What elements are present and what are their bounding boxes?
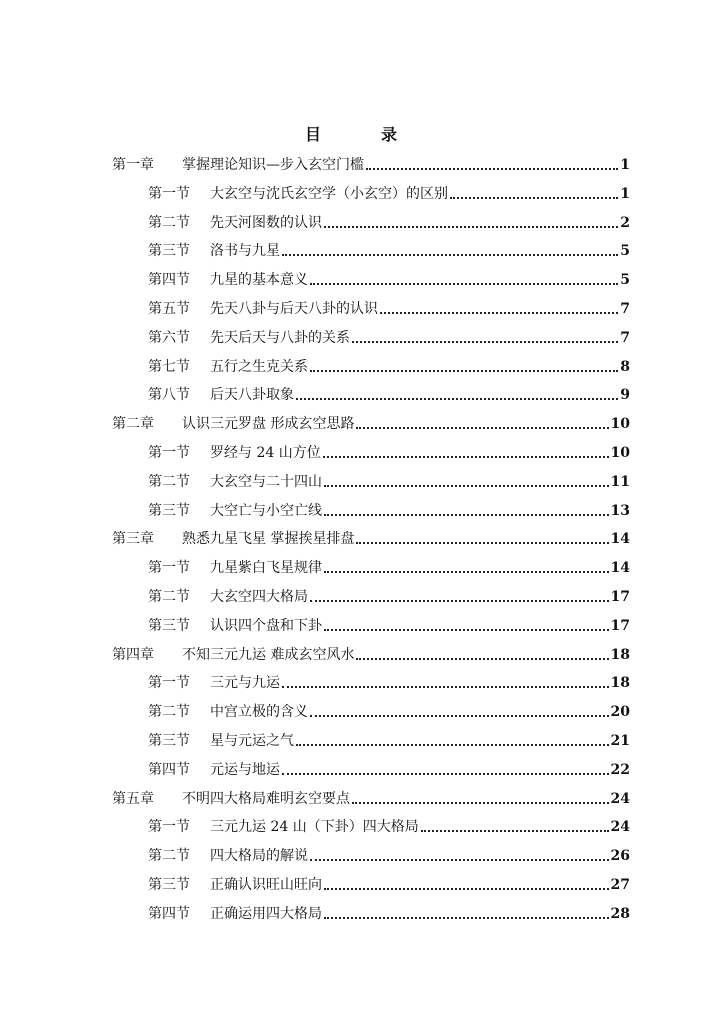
entry-title: 不明四大格局难明玄空要点 — [182, 790, 350, 807]
entry-title: 不知三元九运 难成玄空风水 — [182, 646, 355, 663]
toc-section-entry[interactable] — [148, 693, 630, 721]
entry-page-number: 18 — [610, 675, 630, 692]
entry-page-number: 28 — [610, 905, 630, 922]
dot-leader — [282, 253, 618, 256]
entry-page-number: 13 — [610, 502, 630, 519]
entry-title: 九星的基本意义 — [210, 272, 308, 289]
entry-title: 三元与九运 — [210, 675, 280, 692]
toc-section-entry[interactable] — [148, 261, 630, 289]
dot-leader — [450, 196, 618, 199]
entry-page-number: 5 — [620, 243, 630, 260]
dot-leader — [324, 628, 609, 631]
dot-leader — [282, 772, 609, 775]
toc-section-entry[interactable] — [148, 232, 630, 260]
entry-label: 第二节 — [148, 589, 190, 605]
toc-section-entry[interactable] — [148, 549, 630, 577]
toc-section-entry[interactable] — [148, 895, 630, 923]
entry-title: 三元九运 24 山（下卦）四大格局 — [210, 819, 419, 836]
toc-chapter-entry[interactable] — [112, 636, 630, 664]
entry-page-number: 26 — [610, 848, 630, 865]
entry-title: 星与元运之气 — [210, 733, 294, 749]
entry-page-number: 1 — [620, 185, 630, 202]
entry-title: 大玄空四大格局 — [210, 589, 308, 605]
entry-label: 第二章 — [112, 416, 154, 433]
entry-label: 第一节 — [148, 185, 190, 202]
entry-page-number: 10 — [610, 416, 630, 433]
entry-label: 第二节 — [148, 848, 190, 865]
entry-label: 第二节 — [148, 704, 190, 721]
entry-page-number: 10 — [610, 445, 630, 461]
entry-label: 第三节 — [148, 877, 190, 893]
entry-title: 正确运用四大格局 — [210, 905, 322, 922]
entry-title: 熟悉九星飞星 掌握挨星排盘 — [182, 531, 355, 548]
dot-leader — [324, 513, 609, 516]
entry-title: 大玄空与沈氏玄空学（小玄空）的区别 — [210, 185, 448, 202]
entry-page-number: 22 — [610, 761, 630, 778]
entry-label: 第三章 — [112, 531, 154, 548]
dot-leader — [310, 599, 609, 602]
toc-section-entry[interactable] — [148, 290, 630, 318]
entry-label: 第四节 — [148, 272, 190, 289]
entry-title: 五行之生克关系 — [210, 358, 308, 375]
dot-leader — [310, 369, 618, 372]
entry-label: 第四章 — [112, 646, 154, 663]
toc-section-entry[interactable] — [148, 808, 630, 836]
dot-leader — [323, 455, 609, 458]
dot-leader — [310, 282, 618, 285]
entry-label: 第一节 — [148, 445, 190, 461]
entry-label: 第五章 — [112, 790, 154, 807]
toc-title: 目 录 — [304, 125, 419, 144]
dot-leader — [356, 426, 608, 429]
dot-leader — [310, 858, 609, 861]
entry-label: 第一节 — [148, 560, 190, 577]
entry-page-number: 7 — [620, 301, 630, 317]
entry-label: 第六节 — [148, 329, 190, 346]
entry-label: 第四节 — [148, 905, 190, 922]
dot-leader — [352, 340, 618, 343]
toc-section-entry[interactable] — [148, 175, 630, 203]
dot-leader — [296, 743, 609, 746]
entry-page-number: 9 — [620, 387, 630, 404]
entry-title: 元运与地运 — [210, 761, 280, 778]
entry-title: 先天河图数的认识 — [210, 214, 322, 231]
entry-label: 第四节 — [148, 761, 190, 778]
entry-label: 第五节 — [148, 301, 190, 317]
dot-leader — [324, 484, 609, 487]
toc-section-entry[interactable] — [148, 376, 630, 404]
entry-title: 大玄空与二十四山 — [210, 473, 322, 490]
entry-title: 先天后天与八卦的关系 — [210, 329, 350, 346]
entry-page-number: 17 — [610, 617, 630, 634]
entry-label: 第一节 — [148, 675, 190, 692]
toc-section-entry[interactable] — [148, 722, 630, 750]
entry-page-number: 18 — [610, 646, 630, 663]
entry-label: 第一节 — [148, 819, 190, 836]
entry-label: 第三节 — [148, 733, 190, 749]
toc-section-entry[interactable] — [148, 463, 630, 491]
entry-page-number: 27 — [610, 877, 630, 893]
dot-leader — [310, 714, 609, 717]
toc-chapter-entry[interactable] — [112, 780, 630, 808]
entry-label: 第八节 — [148, 387, 190, 404]
entry-page-number: 5 — [620, 272, 630, 289]
entry-page-number: 14 — [610, 560, 630, 577]
entry-page-number: 17 — [610, 589, 630, 605]
entry-page-number: 14 — [610, 531, 630, 548]
toc-section-entry[interactable] — [148, 866, 630, 894]
entry-page-number: 1 — [620, 157, 630, 173]
entry-title: 罗经与 24 山方位 — [210, 445, 321, 461]
entry-title: 后天八卦取象 — [210, 387, 294, 404]
toc-section-entry[interactable] — [148, 837, 630, 865]
entry-title: 九星紫白飞星规律 — [210, 560, 322, 577]
entry-title: 中宫立极的含义 — [210, 704, 308, 721]
dot-leader — [366, 167, 618, 170]
entry-title: 认识三元罗盘 形成玄空思路 — [182, 416, 355, 433]
toc-section-entry[interactable] — [148, 607, 630, 635]
entry-title: 大空亡与小空亡线 — [210, 502, 322, 519]
toc-section-entry[interactable] — [148, 751, 630, 779]
entry-title: 正确认识旺山旺向 — [210, 877, 322, 893]
dot-leader — [324, 225, 618, 228]
toc-section-entry[interactable] — [148, 319, 630, 347]
entry-label: 第三节 — [148, 243, 190, 260]
entry-title: 认识四个盘和下卦 — [210, 617, 322, 634]
dot-leader — [356, 541, 608, 544]
entry-page-number: 11 — [610, 473, 630, 490]
entry-label: 第七节 — [148, 358, 190, 375]
dot-leader — [296, 397, 618, 400]
toc-section-entry[interactable] — [148, 578, 630, 606]
toc-section-entry[interactable] — [148, 434, 630, 462]
entry-label: 第三节 — [148, 502, 190, 519]
entry-label: 第二节 — [148, 473, 190, 490]
toc-chapter-entry[interactable] — [112, 405, 630, 433]
entry-page-number: 20 — [610, 704, 630, 721]
dot-leader — [324, 570, 609, 573]
entry-page-number: 7 — [620, 329, 630, 346]
dot-leader — [356, 657, 608, 660]
toc-section-entry[interactable] — [148, 348, 630, 376]
entry-title: 掌握理论知识—步入玄空门槛 — [182, 157, 364, 173]
toc-section-entry[interactable] — [148, 492, 630, 520]
entry-label: 第一章 — [112, 157, 154, 173]
toc-section-entry[interactable] — [148, 204, 630, 232]
toc-chapter-entry[interactable] — [112, 520, 630, 548]
dot-leader — [324, 887, 609, 890]
entry-page-number: 24 — [610, 819, 630, 836]
toc-section-entry[interactable] — [148, 664, 630, 692]
dot-leader — [421, 829, 609, 832]
entry-page-number: 21 — [610, 733, 630, 749]
entry-title: 四大格局的解说 — [210, 848, 308, 865]
entry-label: 第二节 — [148, 214, 190, 231]
entry-page-number: 2 — [620, 214, 630, 231]
dot-leader — [324, 916, 609, 919]
entry-label: 第三节 — [148, 617, 190, 634]
entry-title: 洛书与九星 — [210, 243, 280, 260]
toc-chapter-entry[interactable] — [112, 146, 630, 174]
dot-leader — [380, 311, 618, 314]
dot-leader — [282, 685, 609, 688]
dot-leader — [352, 801, 609, 804]
entry-title: 先天八卦与后天八卦的认识 — [210, 301, 378, 317]
entry-page-number: 24 — [610, 790, 630, 807]
entry-page-number: 8 — [620, 358, 630, 375]
